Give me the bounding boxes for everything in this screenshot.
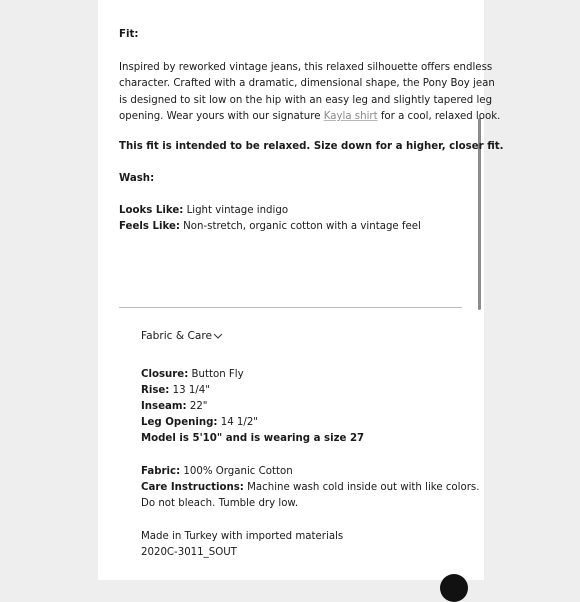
chat-button[interactable] xyxy=(440,574,468,602)
fabric-row xyxy=(141,464,293,480)
feels-like-value: Non-stretch, organic cotton with a vintage feel xyxy=(179,221,421,232)
fabric-care-accordion[interactable] xyxy=(141,328,223,344)
fabric-value: 100% Organic Cotton xyxy=(180,466,293,477)
rise-row xyxy=(141,383,210,399)
looks-like-label: Looks Like: xyxy=(119,205,184,216)
looks-like-row xyxy=(119,203,288,219)
leg-opening-row xyxy=(141,415,258,431)
model-info: Model is 5'10" and is wearing a size 27 xyxy=(141,433,365,444)
inseam-row xyxy=(141,399,207,415)
leg-opening-value: 14 1/2" xyxy=(217,417,258,428)
care-row xyxy=(141,480,479,496)
care-label: Care Instructions: xyxy=(141,482,244,493)
closure-label: Closure: xyxy=(141,369,189,380)
kayla-shirt-link[interactable]: Kayla shirt xyxy=(323,110,378,122)
fit-desc-text: for a cool, relaxed look. xyxy=(377,110,501,122)
fabric-care-title: Fabric & Care xyxy=(141,330,212,342)
closure-row xyxy=(141,367,244,383)
leg-opening-label: Leg Opening: xyxy=(141,417,218,428)
sku-text: 2020C-3011_SOUT xyxy=(141,547,237,558)
chevron-down-icon[interactable] xyxy=(213,331,223,341)
fit-note: This fit is intended to be relaxed. Size down for a higher, closer fit. xyxy=(119,141,504,152)
origin-text: Made in Turkey with imported materials xyxy=(141,531,344,542)
feels-like-label: Feels Like: xyxy=(119,221,180,232)
section-divider xyxy=(119,307,462,308)
fit-desc-line xyxy=(119,109,501,125)
wash-heading: Wash: xyxy=(119,173,155,184)
care-value: Machine wash cold inside out with like colors. xyxy=(243,482,480,493)
fit-description xyxy=(119,60,501,125)
inseam-label: Inseam: xyxy=(141,401,187,412)
fabric-label: Fabric: xyxy=(141,466,181,477)
inseam-value: 22" xyxy=(186,401,208,412)
fit-desc-text: opening. Wear yours with our signature xyxy=(119,110,324,122)
fit-desc-line: is designed to sit low on the hip with an easy leg and slightly tapered leg xyxy=(119,94,493,106)
fit-desc-line: character. Crafted with a dramatic, dimensional shape, the Pony Boy jean xyxy=(119,78,495,90)
looks-like-value: Light vintage indigo xyxy=(183,205,289,216)
rise-value: 13 1/4" xyxy=(169,385,210,396)
fit-heading: Fit: xyxy=(119,29,139,40)
care-line-2: Do not bleach. Tumble dry low. xyxy=(141,498,299,509)
closure-value: Button Fly xyxy=(188,369,244,380)
rise-label: Rise: xyxy=(141,385,170,396)
feels-like-row xyxy=(119,219,421,235)
fit-desc-line: Inspired by reworked vintage jeans, this relaxed silhouette offers endless xyxy=(119,62,493,73)
